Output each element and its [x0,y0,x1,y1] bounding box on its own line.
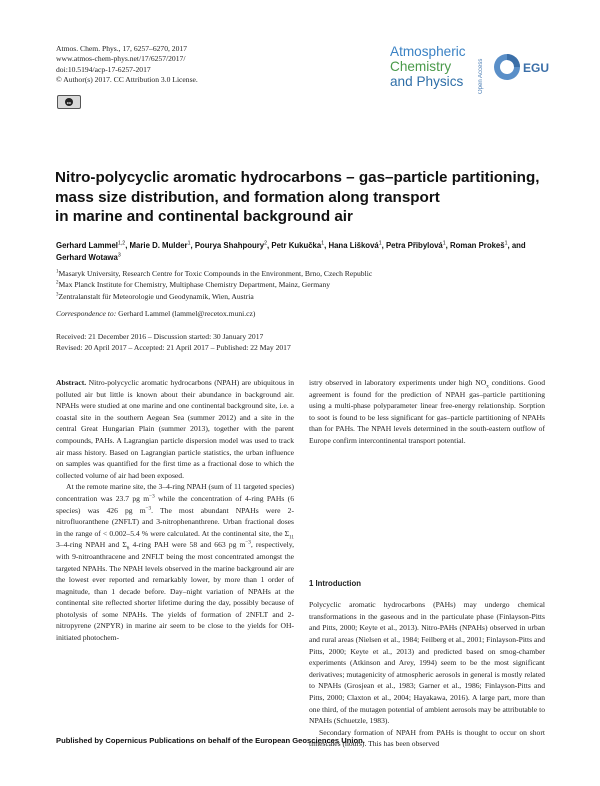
author-separator: , [190,241,195,250]
author-affiliation-marker: 2 [264,240,268,247]
title-line2: mass size distribution, and formation along transport [55,188,440,206]
author-separator: , [324,241,329,250]
author-name: Marie D. Mulder [129,241,188,250]
author-name: Roman Prokeš [450,241,505,250]
author-separator: , [267,241,272,250]
author-list [56,240,556,263]
title-line1: Nitro-polycyclic aromatic hydrocarbons – gas–particle partitioning, [55,169,540,186]
affiliation-item: $^1$Masaryk University, Research Centre for Toxic Compounds in the Environment, Brno, Czech Republic [56,269,373,278]
journal-reference: Atmos. Chem. Phys., 17, 6257–6270, 2017 [56,44,187,53]
egu-logo-icon [494,50,550,84]
author-name: Pourya Shahpoury [194,241,265,250]
journal-name-line2: Chemistry [390,59,452,74]
author-separator: , [125,241,130,250]
citation-block [56,44,198,86]
author-name: Petra Přibylová [385,241,443,250]
author-affiliation-marker: 3 [117,251,121,258]
open-access-label: Open Access [478,58,484,94]
publisher-footer: Published by Copernicus Publications on behalf of the European Geosciences Union. [56,736,365,745]
author-affiliation-marker: 1 [378,240,382,247]
egu-logo-text: EGU [523,61,550,75]
correspondence-label: Correspondence to: [56,309,117,318]
author-separator: , [381,241,386,250]
abstract-paragraph-3: istry observed in laboratory experiments under high $NO_x$ conditions. Good agreement is found for the prediction of NPAH gas–particle partitioning using a multi-phase polyparameter linear free-energy relationship. Sorption to soot is found to be less significant for gas–particle partitioning of NPAHs than for PAHs. The NPAH levels determined in the south-eastern outflow of Europe confirm intercontinental transport potential. [309,378,545,445]
author-separator: , and [507,241,526,250]
abstract-label: Abstract. [56,378,87,387]
journal-name [390,44,466,89]
doi[interactable]: doi:10.5194/acp-17-6257-2017 [56,64,151,74]
author-affiliation-marker: 1 [187,240,191,247]
author-name: Petr Kukučka [271,241,322,250]
intro-paragraph-2: Secondary formation of NPAH from PAHs is thought to occur on short timescales (hours). This has been observed [309,727,545,749]
right-column [309,377,545,750]
left-column [56,377,294,644]
correspondence [56,309,255,318]
cc-license-badge[interactable] [57,95,81,109]
author-affiliation-marker: 1 [321,240,325,247]
article-url[interactable]: www.atmos-chem-phys.net/17/6257/2017/ [56,54,186,64]
affiliation-list [56,268,372,302]
author-affiliation-marker: 1 [504,240,508,247]
author-affiliation-marker: 1 [442,240,446,247]
intro-paragraph-1: Polycyclic aromatic hydrocarbons (PAHs) may undergo chemical transformations in the gaseous and in the particulate phase (Finlayson-Pitts and Pitts, 2000; Keyte et al., 2013). Nitro-PAHs (NPAHs) observed in urban and rural areas (Nielsen et al., 1984; Feilberg et al., 2001; Finlayson-Pitts and Pitts, 2000; Keyte et al., 2013) and predicted based on smog-chamber experiments (Atkinson and Arey, 1994) seem to be the most significant derivatives; mutagenicity of atmospheric aerosols in general is mostly related to NPAHs (Grosjean et al., 1983; Garner et al., 1986; Finlayson-Pitts and Pitts, 2000; Claxton et al., 2004; Hayakawa, 2016). A large part, more than one third, of the mutagen potential of ambient aerosols may be attributable to NPAHs (Schuetzle, 1983). [309,600,545,726]
title-line3: in marine and continental background air [55,208,353,225]
correspondence-text[interactable]: Gerhard Lammel (lammel@recetox.muni.cz) [118,309,256,318]
journal-name-line1: Atmospheric [390,44,466,59]
author-name: Gerhard Lammel [56,241,118,250]
copyright: © Author(s) 2017. CC Attribution 3.0 License. [56,75,198,85]
abstract-paragraph-2: At the remote marine site, the 3–4-ring NPAH (sum of 11 targeted species) concentration was 23.7 pg $m^{-3}$ while the concentration of 4-ring PAHs (6 species) was 426 pg $m^{-3}$. The most abundant NPAHs were 2-nitrofluoranthene (2NFLT) and 3-nitrophenanthrene. Urban fractional doses in the range of < 0.002–5.4 % were calculated. At the continental site, the $\Sigma_{11}$ 3–4-ring NPAH and $\Sigma_6$ 4-ring PAH were 58 and 663 pg $m^{-3}$, respectively, with 9-nitroanthracene and 2NFLT being the most concentrated amongst the targeted NPAHs. The NPAH levels observed in the marine background air are the lowest ever reported and remarkably lower, by more than 1 order of magnitude, than 1 decade before. Day–night variation of NPAHs at the continental site reflected shorter lifetime during the day, possibly because of photolysis of some NPAHs. The yields of formation of 2NFLT and 2-nitropyrene (2NPYR) in marine air seem to be close to the yields for OH-initiated photochem- [56,482,294,643]
journal-name-line3: and Physics [390,74,464,89]
publication-dates [56,331,291,353]
dates-line1: Received: 21 December 2016 – Discussion started: 30 January 2017 [56,332,264,341]
dates-line2: Revised: 20 April 2017 – Accepted: 21 April 2017 – Published: 22 May 2017 [56,343,291,353]
abstract-paragraph-1: Abstract. Nitro-polycyclic aromatic hydrocarbons (NPAH) are ubiquitous in polluted air but little is known about their abundance in background air. NPAHs were studied at one marine and one continental background site, i.e. a coastal site in the southern Aegean Sea (summer 2012) and a site in the central Great Hungarian Plain (summer 2013), together with the parent compounds, PAHs. A Lagrangian particle dispersion model was used to track air mass history. Based on Lagrangian particle statistics, the urban influence on samples was quantified for the first time as a fractional dose to which the collected volume of air had been exposed. [56,378,294,480]
author-name: Gerhard Wotawa [56,252,118,262]
cc-icon: cc [66,99,72,105]
author-separator: , [445,241,450,250]
author-name: Hana Lišková [328,241,379,250]
affiliation-item: $^2$Max Planck Institute for Chemistry, Multiphase Chemistry Department, Mainz, Germany [56,280,331,290]
author-affiliation-marker: 1,2 [117,240,126,247]
paper-title [55,168,555,227]
section-heading-introduction: 1 Introduction [309,578,361,588]
affiliation-item: $^3$Zentralanstalt für Meteorologie und Geodynamik, Wien, Austria [56,291,254,301]
